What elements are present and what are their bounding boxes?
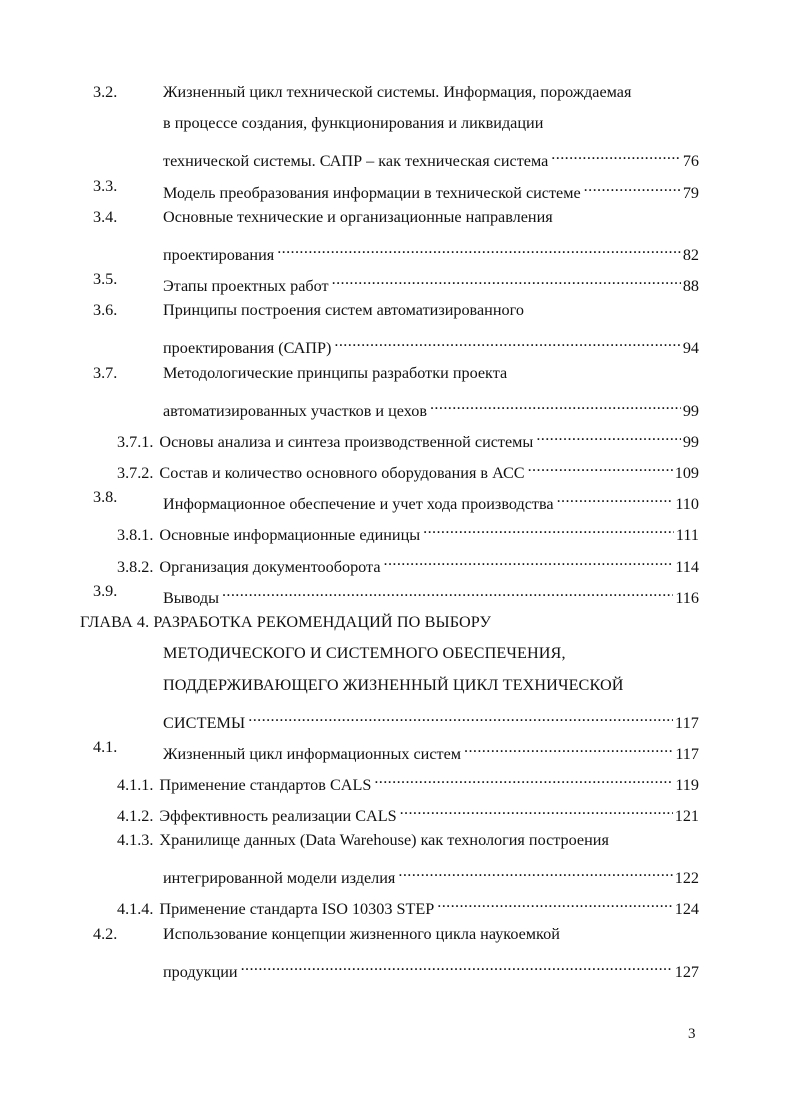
- dot-leader: [398, 859, 672, 883]
- toc-title: продукции: [163, 963, 238, 981]
- toc-page: 124: [674, 900, 699, 918]
- toc-title: Организация документооборота: [159, 558, 381, 576]
- toc-entry[interactable]: [163, 735, 699, 763]
- toc-entry[interactable]: [117, 548, 699, 576]
- toc-entry[interactable]: [117, 797, 699, 825]
- toc-number: 3.8.2.: [117, 558, 154, 576]
- toc-number: 4.1.2.: [117, 807, 154, 825]
- toc-page: 116: [675, 589, 699, 607]
- toc-entry[interactable]: [117, 766, 699, 794]
- chapter-heading: ПОДДЕРЖИВАЮЩЕГО ЖИЗНЕННЫЙ ЦИКЛ ТЕХНИЧЕСКОЙ: [163, 676, 624, 694]
- toc-number: 3.7.1.: [117, 433, 154, 451]
- toc-entry[interactable]: [163, 267, 699, 295]
- toc-title: в процессе создания, функционирования и ликвидации: [163, 114, 544, 132]
- toc-title: Этапы проектных работ: [163, 277, 329, 295]
- dot-leader: [557, 485, 674, 509]
- dot-leader: [384, 548, 674, 572]
- toc-number: 4.1.4.: [117, 900, 154, 918]
- toc-number: 3.7.: [93, 364, 118, 382]
- toc-number: 3.4.: [93, 208, 118, 226]
- toc-number: 3.8.: [93, 488, 118, 506]
- toc-entry[interactable]: [163, 859, 699, 887]
- toc-page: 88: [682, 277, 699, 295]
- toc-entry[interactable]: [117, 454, 699, 482]
- page-number: 3: [688, 1026, 696, 1042]
- dot-leader: [536, 423, 681, 447]
- toc-number: 4.1.1.: [117, 776, 154, 794]
- toc-title: Эффективность реализации CALS: [159, 807, 397, 825]
- dot-leader: [332, 267, 681, 291]
- toc-page: 99: [682, 402, 699, 420]
- toc-title: Применение стандартов CALS: [159, 776, 372, 794]
- toc-page: 82: [682, 246, 699, 264]
- dot-leader: [277, 236, 681, 260]
- toc-title: Принципы построения систем автоматизированного: [163, 301, 524, 319]
- toc-number: 4.2.: [93, 925, 118, 943]
- dot-leader: [551, 142, 681, 166]
- toc-page: 109: [674, 464, 699, 482]
- toc-entry[interactable]: [117, 423, 699, 451]
- dot-leader: [584, 174, 681, 198]
- toc-entry[interactable]: [163, 579, 699, 607]
- toc-entry-first-line: [117, 828, 609, 852]
- toc-number: 3.9.: [93, 582, 118, 600]
- toc-title: автоматизированных участков и цехов: [163, 402, 427, 420]
- dot-leader: [437, 890, 672, 914]
- dot-leader: [423, 516, 674, 540]
- dot-leader: [400, 797, 673, 821]
- toc-entry[interactable]: [163, 329, 699, 357]
- toc-page: 94: [682, 339, 699, 357]
- dot-leader: [334, 329, 680, 353]
- toc-entry[interactable]: [117, 890, 699, 918]
- toc-title: Жизненный цикл информационных систем: [163, 745, 462, 763]
- toc-page: 76: [682, 152, 699, 170]
- toc-page: 117: [675, 745, 699, 763]
- toc-title: Модель преобразования информации в технической системе: [163, 184, 581, 202]
- dot-leader: [222, 579, 673, 603]
- toc-page: 127: [674, 963, 699, 981]
- toc-number: 3.2.: [93, 83, 118, 101]
- toc-title: Основы анализа и синтеза производственной системы: [159, 433, 534, 451]
- toc-title: Основные технические и организационные направления: [163, 208, 553, 226]
- toc-page: 114: [675, 558, 699, 576]
- toc-title: Методологические принципы разработки проекта: [163, 364, 508, 382]
- toc-title: интегрированной модели изделия: [163, 869, 396, 887]
- chapter-heading: МЕТОДИЧЕСКОГО И СИСТЕМНОГО ОБЕСПЕЧЕНИЯ,: [163, 644, 566, 662]
- dot-leader: [241, 953, 673, 977]
- toc-number: 3.3.: [93, 177, 118, 195]
- toc-page: 121: [674, 807, 699, 825]
- toc-page: 122: [674, 869, 699, 887]
- toc-page: 79: [682, 184, 699, 202]
- toc-number: 4.1.3.: [117, 831, 154, 849]
- toc-title: Хранилище данных (Data Warehouse) как технология построения: [159, 831, 609, 849]
- toc-entry[interactable]: [163, 174, 699, 202]
- toc-entry[interactable]: [163, 953, 699, 981]
- toc-number: 3.6.: [93, 301, 118, 319]
- dot-leader: [528, 454, 673, 478]
- toc-entry[interactable]: [163, 142, 699, 170]
- toc-number: 3.8.1.: [117, 526, 154, 544]
- toc-title: проектирования: [163, 246, 275, 264]
- dot-leader: [430, 392, 681, 416]
- toc-entry[interactable]: [163, 236, 699, 264]
- toc-title: Применение стандарта ISO 10303 STEP: [159, 900, 435, 918]
- dot-leader: [374, 766, 673, 790]
- toc-entry[interactable]: [163, 392, 699, 420]
- toc-title: Выводы: [163, 589, 219, 607]
- toc-page: 110: [675, 495, 699, 513]
- toc-number: 3.7.2.: [117, 464, 154, 482]
- toc-number: 3.5.: [93, 270, 118, 288]
- dot-leader: [248, 704, 673, 728]
- chapter-heading: СИСТЕМЫ: [163, 714, 246, 732]
- toc-title: Основные информационные единицы: [159, 526, 421, 544]
- toc-title: Использование концепции жизненного цикла наукоемкой: [163, 925, 560, 943]
- toc-entry[interactable]: [163, 485, 699, 513]
- toc-page: 119: [675, 776, 699, 794]
- toc-title: проектирования (САПР): [163, 339, 332, 357]
- toc-page: 111: [675, 526, 699, 544]
- toc-entry[interactable]: [117, 516, 699, 544]
- toc-page: 117: [675, 714, 699, 732]
- toc-title: Информационное обеспечение и учет хода производства: [163, 495, 554, 513]
- toc-entry[interactable]: [163, 704, 699, 732]
- chapter-heading: ГЛАВА 4. РАЗРАБОТКА РЕКОМЕНДАЦИЙ ПО ВЫБОРУ: [80, 613, 492, 631]
- toc-title: технической системы. САПР – как техническая система: [163, 152, 549, 170]
- toc-number: 4.1.: [93, 738, 118, 756]
- toc-title: Состав и количество основного оборудования в АСС: [159, 464, 525, 482]
- dot-leader: [464, 735, 673, 759]
- toc-page: 99: [682, 433, 699, 451]
- toc-title: Жизненный цикл технической системы. Информация, порождаемая: [163, 83, 632, 101]
